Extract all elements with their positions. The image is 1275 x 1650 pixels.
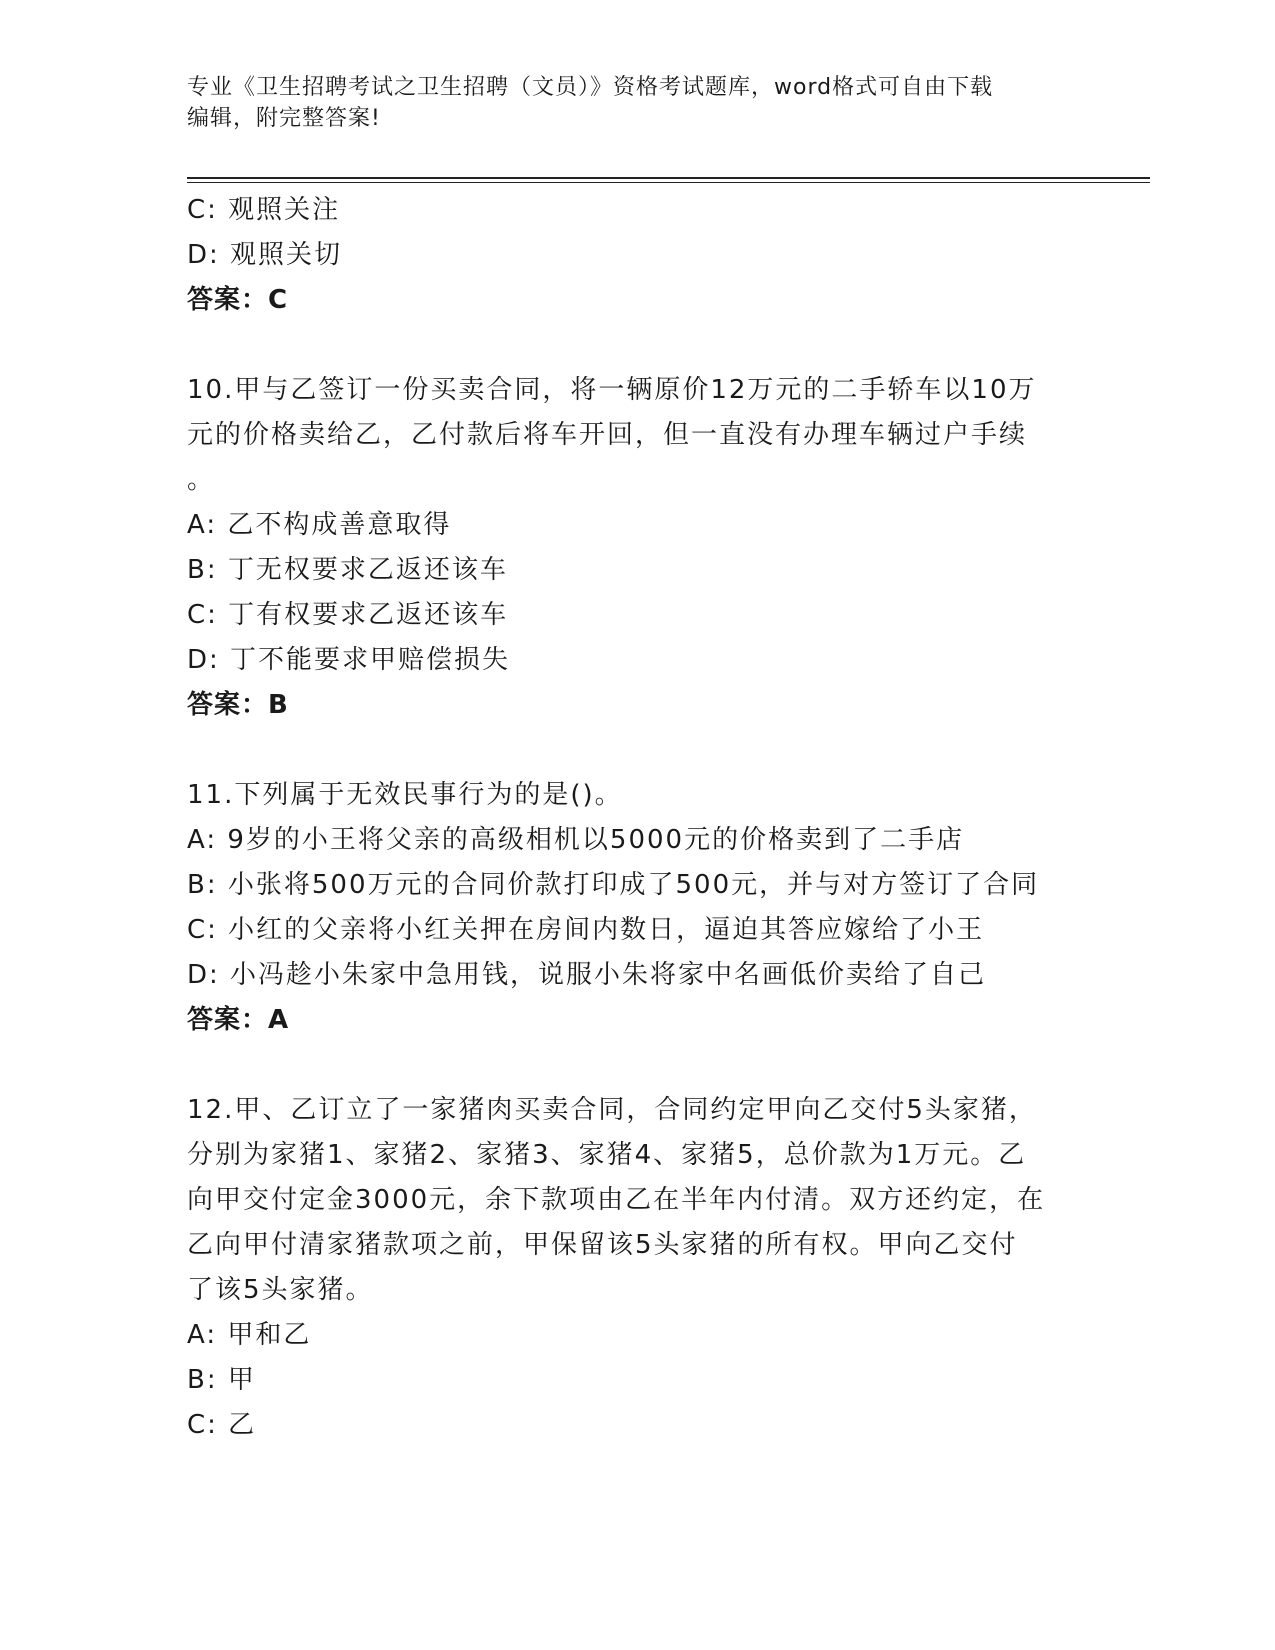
question-list (187, 188, 1087, 1448)
answer-label: 答案：A (187, 1005, 290, 1035)
answer-label: 答案：C (187, 285, 289, 315)
option-c: C: 小红的父亲将小红关押在房间内数日，逼迫其答应嫁给了小王 (187, 915, 985, 945)
option-a: A: 甲和乙 (187, 1320, 312, 1350)
header-line-1: 专业《卫生招聘考试之卫生招聘（文员）》资格考试题库，word格式可自由下载 (187, 75, 994, 100)
option-b: B: 丁无权要求乙返还该车 (187, 555, 508, 585)
option-b: B: 甲 (187, 1365, 256, 1395)
question-stem-line: 元的价格卖给乙，乙付款后将车开回，但一直没有办理车辆过户手续 (187, 420, 1028, 450)
header-divider-thin (187, 182, 1150, 183)
question-stem-line: 10.甲与乙签订一份买卖合同，将一辆原价12万元的二手轿车以10万 (187, 375, 1037, 405)
question-stem-line: 向甲交付定金3000元，余下款项由乙在半年内付清。双方还约定，在 (187, 1185, 1046, 1215)
option-c: C: 丁有权要求乙返还该车 (187, 600, 509, 630)
header-divider-thick (187, 177, 1150, 179)
question-stem-line: 。 (187, 465, 216, 495)
option-d: D: 丁不能要求甲赔偿损失 (187, 645, 511, 675)
option-d: D: 观照关切 (187, 240, 343, 270)
header-line-2: 编辑，附完整答案! (187, 106, 381, 131)
question-stem-line: 11.下列属于无效民事行为的是()。 (187, 780, 623, 810)
question-9-continued (187, 188, 1087, 323)
option-a: A: 乙不构成善意取得 (187, 510, 452, 540)
option-c: C: 观照关注 (187, 195, 341, 225)
document-header (187, 72, 1087, 134)
question-stem-line: 乙向甲付清家猪款项之前，甲保留该5头家猪的所有权。甲向乙交付 (187, 1230, 1018, 1260)
option-b: B: 小张将500万元的合同价款打印成了500元，并与对方签订了合同 (187, 870, 1040, 900)
question-stem-line: 12.甲、乙订立了一家猪肉买卖合同，合同约定甲向乙交付5头家猪， (187, 1095, 1037, 1125)
option-c: C: 乙 (187, 1410, 257, 1440)
question-10 (187, 368, 1087, 728)
question-12 (187, 1088, 1087, 1448)
question-stem-line: 分别为家猪1、家猪2、家猪3、家猪4、家猪5，总价款为1万元。乙 (187, 1140, 1027, 1170)
question-11 (187, 773, 1087, 1043)
answer-label: 答案：B (187, 690, 289, 720)
option-d: D: 小冯趁小朱家中急用钱，说服小朱将家中名画低价卖给了自己 (187, 960, 987, 990)
question-stem-line: 了该5头家猪。 (187, 1275, 374, 1305)
option-a: A: 9岁的小王将父亲的高级相机以5000元的价格卖到了二手店 (187, 825, 965, 855)
